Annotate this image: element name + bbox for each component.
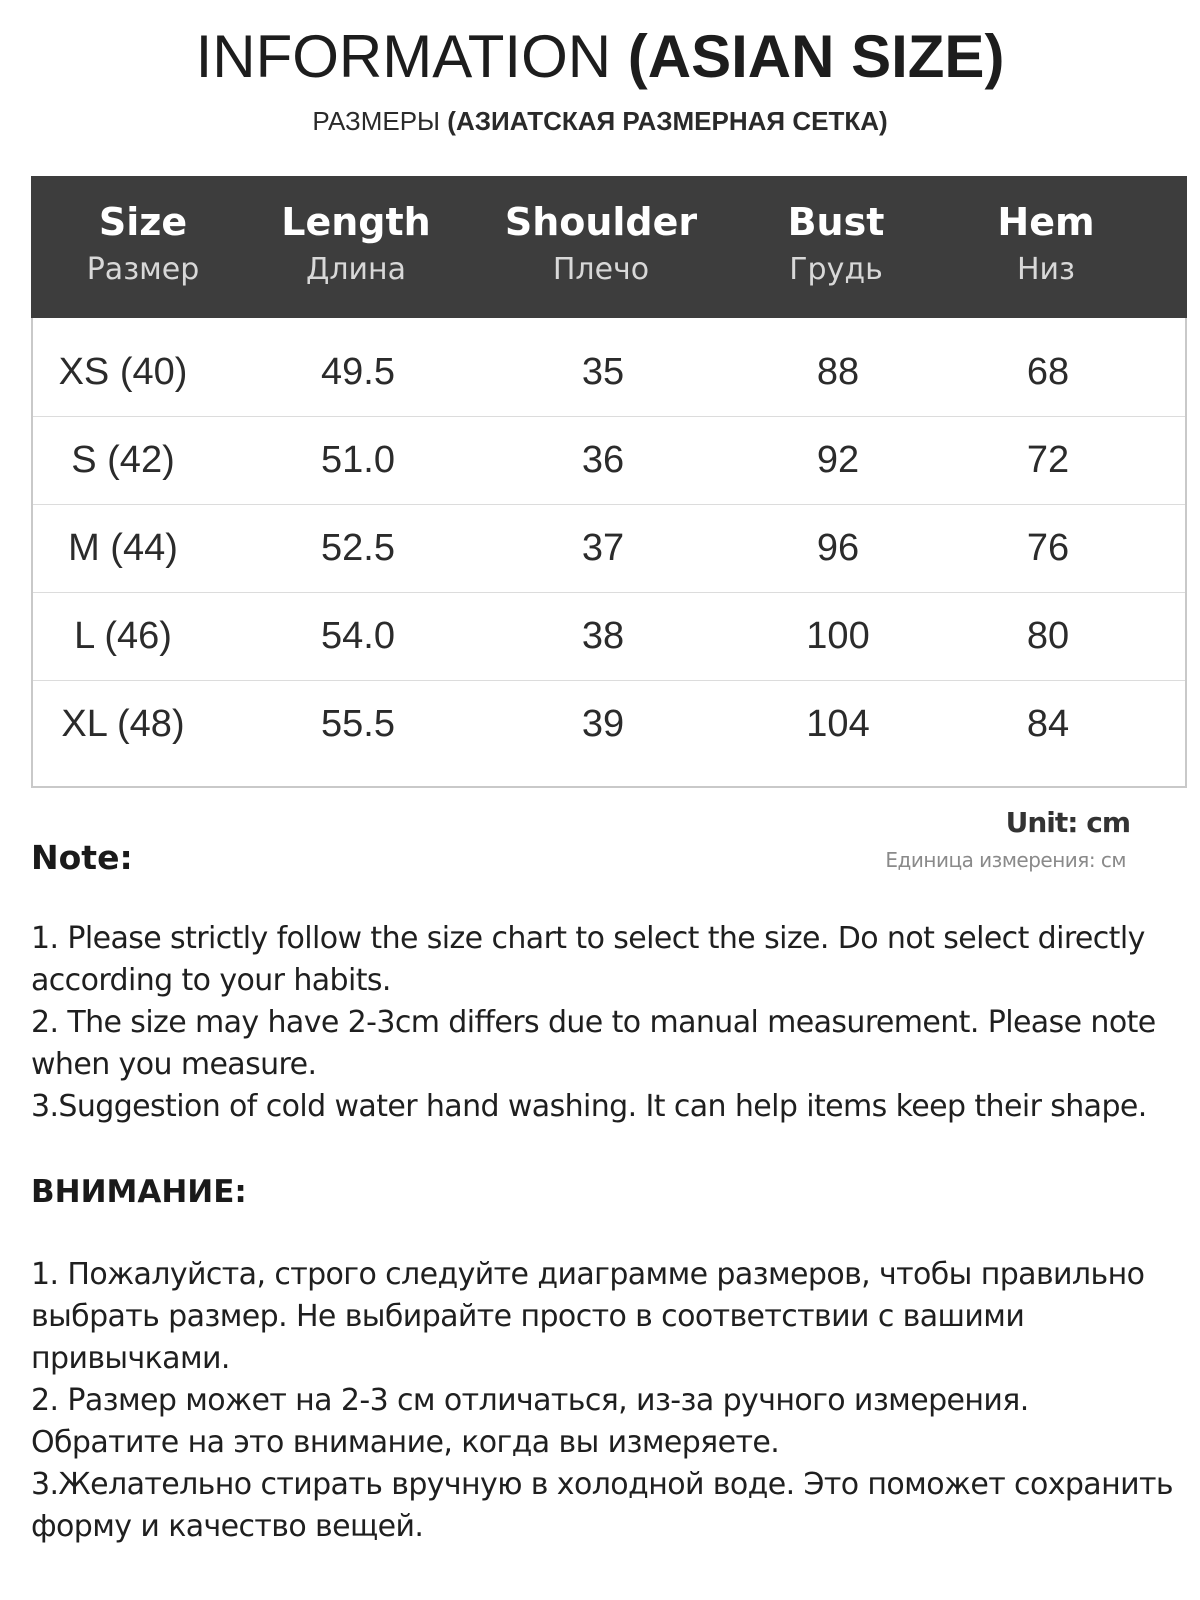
cell-shoulder: 35 — [581, 351, 625, 393]
column-header-ru: Грудь — [789, 252, 883, 287]
cell-bust: 92 — [816, 439, 860, 481]
cell-size: L (46) — [74, 615, 172, 657]
column-header-bust — [716, 198, 956, 292]
column-header-en: Shoulder — [504, 200, 698, 244]
column-header-en: Size — [98, 200, 188, 244]
cell-bust: 96 — [816, 527, 860, 569]
cell-shoulder: 36 — [581, 439, 625, 481]
table-row-l — [33, 592, 1185, 681]
cell-hem: 76 — [1026, 527, 1070, 569]
subtitle-asian-size: (АЗИАТСКАЯ РАЗМЕРНАЯ СЕТКА) — [447, 106, 888, 136]
note-item-ru: 1. Пожалуйста, строго следуйте диаграмме размеров, чтобы правильно выбрать размер. Не выбирайте просто в соответствии с вашими привычками. — [31, 1257, 1145, 1376]
column-header-hem — [926, 198, 1166, 292]
column-header-ru: Размер — [86, 252, 200, 287]
column-header-size — [23, 198, 263, 292]
column-header-length — [236, 198, 476, 292]
column-header-ru: Длина — [305, 252, 407, 287]
unit-label: Unit: cm — [1005, 806, 1130, 839]
note-heading: Note: — [31, 838, 133, 877]
notes-en — [31, 918, 1181, 1128]
cell-size: S (42) — [71, 439, 175, 481]
page-subtitle — [0, 106, 1200, 137]
cell-bust: 88 — [816, 351, 860, 393]
attention-heading: ВНИМАНИЕ: — [31, 1174, 247, 1210]
cell-hem: 84 — [1026, 703, 1070, 745]
cell-length: 55.5 — [321, 703, 395, 745]
cell-shoulder: 39 — [581, 703, 625, 745]
note-item: 2. The size may have 2-3cm differs due to manual measurement. Please note when you measure. — [31, 1005, 1156, 1082]
table-row-m — [33, 504, 1185, 593]
cell-hem: 80 — [1026, 615, 1070, 657]
title-main: INFORMATION — [195, 23, 612, 90]
cell-length: 51.0 — [321, 439, 395, 481]
column-header-en: Hem — [997, 200, 1095, 244]
column-header-en: Bust — [787, 200, 885, 244]
size-table — [31, 176, 1187, 788]
size-table-header — [31, 176, 1187, 318]
column-header-en: Length — [281, 200, 431, 244]
cell-bust: 104 — [806, 703, 870, 745]
cell-length: 49.5 — [321, 351, 395, 393]
cell-shoulder: 38 — [581, 615, 625, 657]
cell-shoulder: 37 — [581, 527, 625, 569]
table-row-s — [33, 416, 1185, 505]
note-item-ru: 2. Размер может на 2-3 см отличаться, из-за ручного измерения. Обратите на это внимание, когда вы измеряете. — [31, 1383, 1029, 1460]
note-item-ru: 3.Желательно стирать вручную в холодной воде. Это поможет сохранить форму и качество вещей. — [31, 1467, 1173, 1544]
note-item: 3.Suggestion of cold water hand washing. It can help items keep their shape. — [31, 1089, 1147, 1124]
cell-hem: 68 — [1026, 351, 1070, 393]
title-asian-size: (ASIAN SIZE) — [627, 23, 1005, 90]
cell-size: XS (40) — [58, 351, 188, 393]
cell-size: XL (48) — [61, 703, 185, 745]
note-item: 1. Please strictly follow the size chart to select the size. Do not select directly according to your habits. — [31, 921, 1145, 998]
cell-hem: 72 — [1026, 439, 1070, 481]
page-title — [0, 22, 1200, 91]
column-header-ru: Низ — [1016, 252, 1075, 287]
subtitle-main: РАЗМЕРЫ — [312, 106, 441, 136]
cell-size: M (44) — [68, 527, 178, 569]
cell-length: 54.0 — [321, 615, 395, 657]
column-header-ru: Плечо — [552, 252, 650, 287]
table-row-xl — [33, 680, 1185, 768]
cell-length: 52.5 — [321, 527, 395, 569]
unit-label-ru: Единица измерения: см — [885, 848, 1126, 872]
column-header-shoulder — [481, 198, 721, 292]
notes-ru — [31, 1254, 1181, 1548]
cell-bust: 100 — [806, 615, 870, 657]
table-row-xs — [33, 328, 1185, 417]
